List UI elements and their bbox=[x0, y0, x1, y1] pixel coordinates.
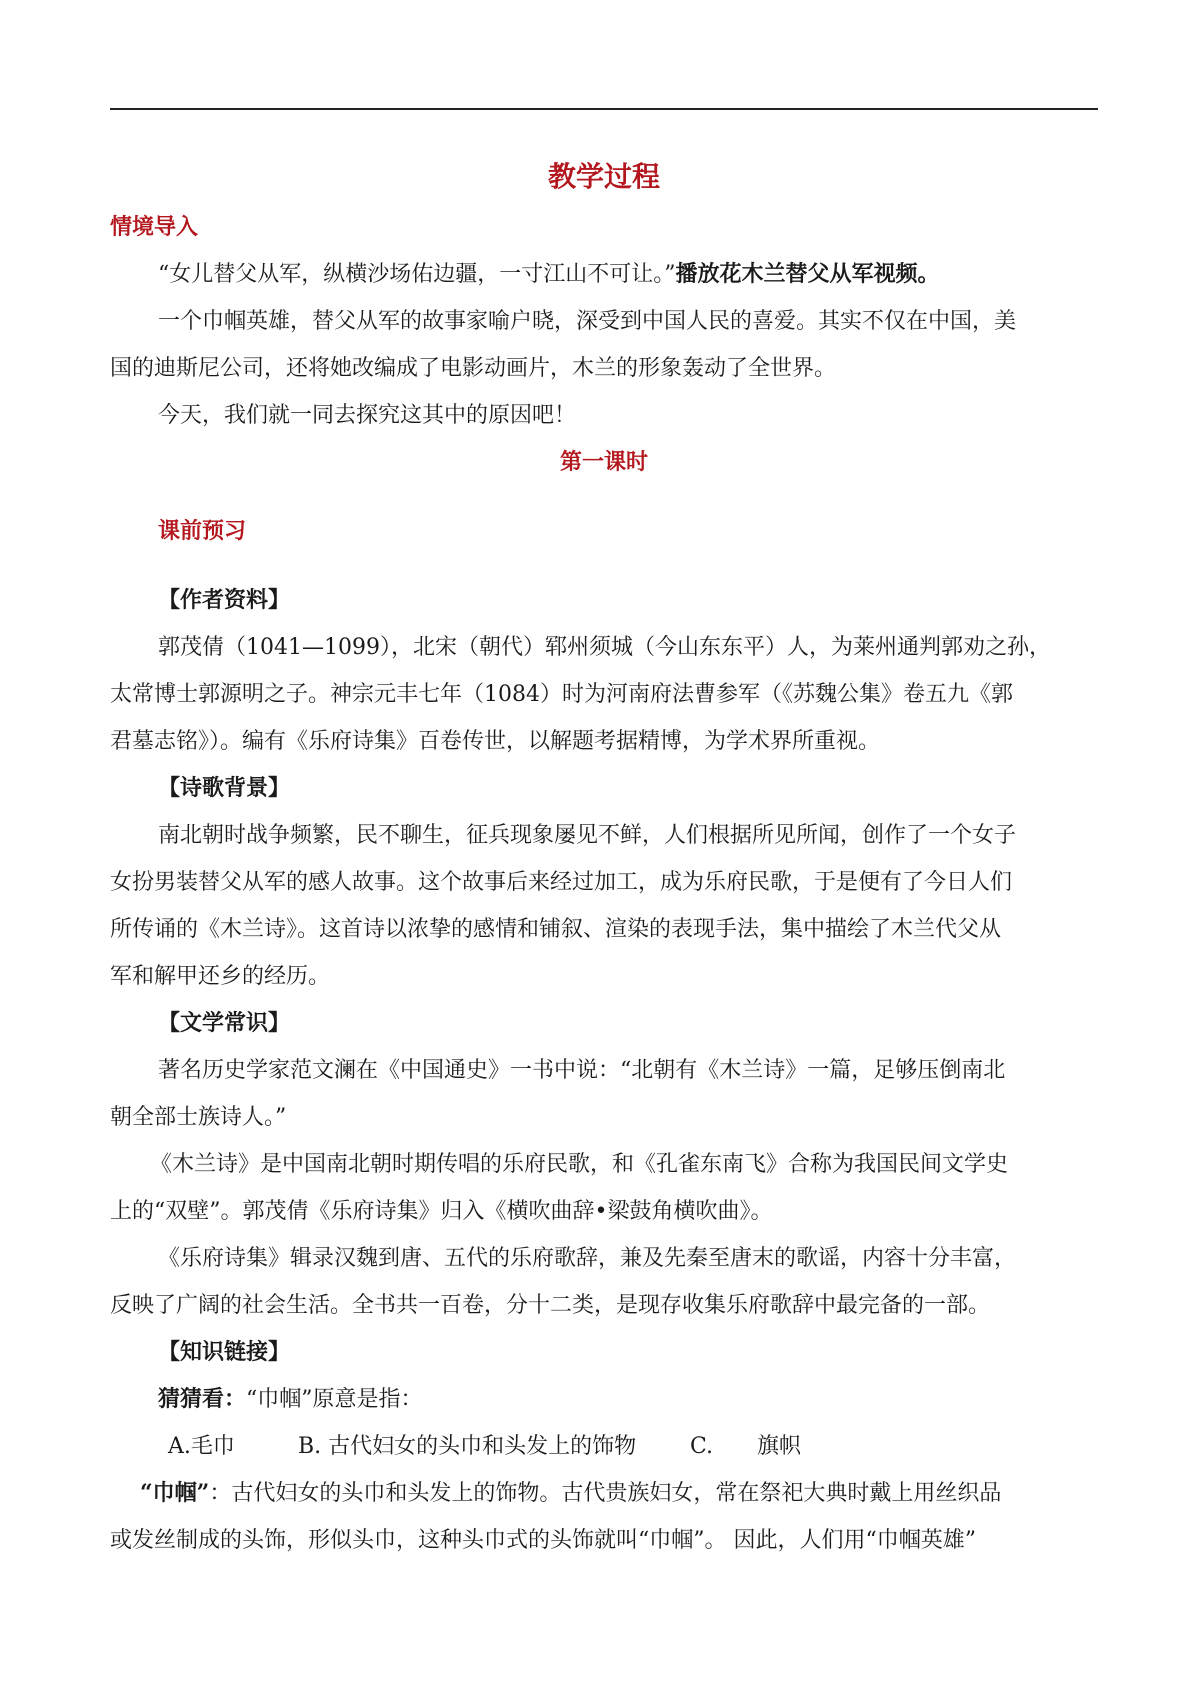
page-title: 教学过程 bbox=[547, 160, 660, 193]
heading-background: 【诗歌背景】 bbox=[158, 775, 291, 801]
jinguo-explanation-line-1 bbox=[110, 1470, 1098, 1517]
background-line-3: 所传诵的《木兰诗》。这首诗以浓挚的感情和铺叙、渲染的表现手法，集中描绘了木兰代父从 bbox=[110, 917, 1002, 942]
jinguo-label: “巾帼” bbox=[140, 1480, 210, 1506]
option-c: C. 旗帜 bbox=[690, 1434, 802, 1459]
intro-paragraph-3: 今天，我们就一同去探究这其中的原因吧！ bbox=[158, 403, 577, 428]
background-line-2: 女扮男装替父从军的感人故事。这个故事后来经过加工，成为乐府民歌，于是便有了今日人们 bbox=[110, 870, 1013, 895]
option-a: A.毛巾 bbox=[168, 1434, 235, 1459]
author-line-1: 郭茂倩（1041—1099），北宋（朝代）郓州须城（今山东东平）人，为莱州通判郭劝之孙， bbox=[158, 635, 1051, 660]
guess-question bbox=[110, 1376, 1098, 1423]
option-b: B. 古代妇女的头巾和头发上的饰物 bbox=[298, 1434, 637, 1459]
background-line-1: 南北朝时战争频繁，民不聊生，征兵现象屡见不鲜，人们根据所见所闻，创作了一个女子 bbox=[158, 823, 1017, 848]
intro-paragraph-2-line-2: 国的迪斯尼公司，还将她改编成了电影动画片，木兰的形象轰动了全世界。 bbox=[110, 356, 837, 381]
heading-knowledge: 【知识链接】 bbox=[158, 1339, 291, 1365]
options-row bbox=[110, 1423, 1098, 1470]
heading-author: 【作者资料】 bbox=[158, 587, 291, 613]
author-line-2: 太常博士郭源明之子。神宗元丰七年（1084）时为河南府法曹参军（《苏魏公集》卷五九《郭 bbox=[110, 682, 1013, 707]
literature-p2-line-2: 上的“双壁”。郭茂倩《乐府诗集》归入《横吹曲辞•梁鼓角横吹曲》。 bbox=[110, 1199, 773, 1224]
intro-paragraph-1 bbox=[110, 251, 1098, 298]
header-rule bbox=[110, 108, 1098, 110]
literature-p3-line-1: 《乐府诗集》辑录汉魏到唐、五代的乐府歌辞，兼及先秦至唐末的歌谣，内容十分丰富， bbox=[158, 1246, 1017, 1271]
literature-p3-line-2: 反映了广阔的社会生活。全书共一百卷，分十二类，是现存收集乐府歌辞中最完备的一部。 bbox=[110, 1293, 991, 1318]
intro-quote: “女儿替父从军，纵横沙场佑边疆，一寸江山不可让。” bbox=[158, 262, 676, 287]
guess-text: “巾帼”原意是指： bbox=[246, 1387, 423, 1412]
section-heading-intro: 情境导入 bbox=[110, 214, 199, 240]
background-line-4: 军和解甲还乡的经历。 bbox=[110, 964, 331, 989]
jinguo-text: ：古代妇女的头巾和头发上的饰物。古代贵族妇女，常在祭祀大典时戴上用丝织品 bbox=[209, 1481, 1002, 1506]
lesson-title: 第一课时 bbox=[559, 449, 648, 475]
literature-p2-line-1: 《木兰诗》是中国南北朝时期传唱的乐府民歌，和《孔雀东南飞》合称为我国民间文学史 bbox=[150, 1152, 1009, 1177]
jinguo-explanation-line-2: 或发丝制成的头饰，形似头巾，这种头巾式的头饰就叫“巾帼”。 因此，人们用“巾帼英雄” bbox=[110, 1528, 976, 1553]
heading-literature: 【文学常识】 bbox=[158, 1010, 291, 1036]
intro-video-note: 播放花木兰替父从军视频。 bbox=[675, 261, 940, 287]
guess-label: 猜猜看： bbox=[158, 1386, 247, 1412]
literature-p1-line-2: 朝全部士族诗人。” bbox=[110, 1105, 287, 1130]
section-heading-preview: 课前预习 bbox=[158, 518, 247, 544]
author-line-3: 君墓志铭》）。编有《乐府诗集》百卷传世，以解题考据精博，为学术界所重视。 bbox=[110, 729, 881, 754]
literature-p1-line-1: 著名历史学家范文澜在《中国通史》一书中说：“北朝有《木兰诗》一篇，足够压倒南北 bbox=[158, 1058, 1006, 1083]
document-body bbox=[110, 150, 1098, 1564]
intro-paragraph-2-line-1: 一个巾帼英雄，替父从军的故事家喻户晓，深受到中国人民的喜爱。其实不仅在中国，美 bbox=[158, 309, 1017, 334]
